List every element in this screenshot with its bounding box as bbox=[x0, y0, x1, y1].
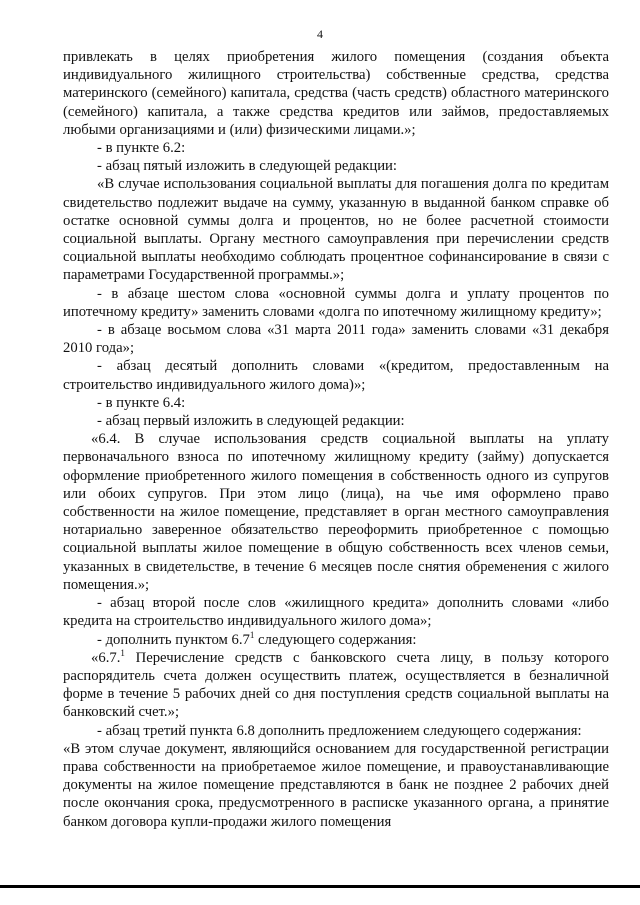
paragraph-item-6-8: - абзац третий пункта 6.8 дополнить предложением следующего содержания: bbox=[97, 722, 582, 739]
bottom-rule bbox=[0, 885, 640, 888]
paragraph-abzac-8: - в абзаце восьмом слова «31 марта 2011 года» заменить словами «31 декабря 2010 года»; bbox=[63, 322, 609, 357]
paragraph-quote-6-2: «В случае использования социальной выплаты для погашения долга по кредитам свидетельство подлежит выдаче на сумму, указанную в выданной банком справке об остатке основной суммы долга и процентов, но не более расчетной стоимости социальной выплаты. Органу местного самоуправления при перечислении средств социальной выплаты необходимо соблюдать процентное софинансирование в связи с параметрами Государственной программы.»; bbox=[63, 176, 609, 284]
paragraph-text: «6.7. bbox=[91, 649, 121, 666]
paragraph-abzac-10: - абзац десятый дополнить словами «(кредитом, предоставленным на строительство индивидуального жилого дома)»; bbox=[63, 358, 609, 393]
superscript: 1 bbox=[249, 629, 255, 640]
superscript: 1 bbox=[120, 647, 125, 658]
paragraph-quote-6-7-1 bbox=[63, 649, 609, 722]
paragraph-abzac-1: - абзац первый изложить в следующей редакции: bbox=[97, 413, 405, 430]
paragraph-text: Перечисление средств с банковского счета лицу, в пользу которого распорядитель счета должен осуществить платеж, осуществляется в безналичной форме в течение 5 рабочих дней со дня поступления средств социальной выплаты на банковский счет.»; bbox=[63, 649, 609, 721]
paragraph-abzac-2: - абзац второй после слов «жилищного кредита» дополнить словами «либо кредита на строительство индивидуального жилого дома»; bbox=[63, 595, 609, 630]
paragraph-text: - дополнить пунктом 6.7 bbox=[97, 631, 250, 648]
paragraph-add-6-7-1 bbox=[63, 631, 609, 649]
paragraph-abzac-5: - абзац пятый изложить в следующей редакции: bbox=[97, 158, 397, 175]
paragraph-quote-6-4: «6.4. В случае использования средств социальной выплаты на уплату первоначального взноса по ипотечному жилищному кредиту (займу) допускается оформление приобретенного жилого помещения в собственность одного из супругов или обоих супругов. При этом лицо (лица), на чье имя оформлено право собственности на жилое помещение, представляет в орган местного самоуправления нотариально заверенное обязательство переоформить приобретенное с помощью социальной выплаты жилое помещение в общую собственность всех членов семьи, указанных в свидетельстве, в течение 6 месяцев после снятия обременения с жилого помещения.»; bbox=[63, 431, 609, 593]
paragraph-quote-6-8: «В этом случае документ, являющийся основанием для государственной регистрации права собственности на приобретаемое жилое помещение, и правоустанавливающие документы на жилое помещение представляются в банк не позднее 2 рабочих дней после окончания срока, предусмотренного в расписке указанного органа, а принятие банком договора купли-продажи жилого помещения bbox=[63, 740, 609, 830]
paragraph-item-6-2: - в пункте 6.2: bbox=[97, 140, 186, 157]
paragraph-continuation: привлекать в целях приобретения жилого помещения (создания объекта индивидуального жилищного строительства) собственные средства, средства материнского (семейного) капитала, средства (часть средств) областного материнского (семейного) капитала, а также средства кредитов или займов, предоставляемых любыми организациями и (или) физическими лицами.»; bbox=[63, 49, 609, 138]
paragraph-text: следующего содержания: bbox=[254, 631, 417, 648]
paragraph-item-6-4: - в пункте 6.4: bbox=[97, 394, 186, 411]
page-number: 4 bbox=[317, 27, 323, 41]
document-body bbox=[63, 48, 609, 831]
paragraph-abzac-6: - в абзаце шестом слова «основной суммы долга и уплату процентов по ипотечному кредиту» заменить словами «долга по ипотечному жилищному кредиту»; bbox=[63, 285, 609, 320]
